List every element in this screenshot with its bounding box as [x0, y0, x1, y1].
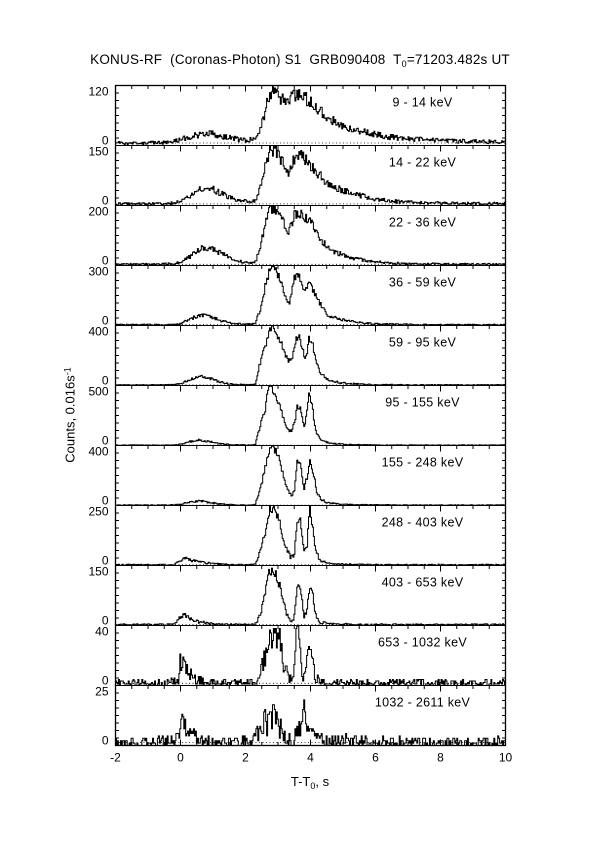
y-tick-label-zero: 0 — [101, 673, 109, 688]
x-tick-label: 8 — [437, 750, 444, 765]
y-tick-label-max: 400 — [88, 324, 109, 339]
y-axis-label-text: Counts, 0.016s — [62, 375, 78, 463]
panel-403-653keV — [88, 565, 505, 628]
energy-band-label: 403 - 653 keV — [381, 575, 464, 590]
x-tick-label: -2 — [110, 750, 121, 765]
energy-band-label: 14 - 22 keV — [388, 155, 457, 170]
energy-band-label: 1032 - 2611 keV — [374, 695, 471, 710]
x-axis-label-text: T-T — [290, 774, 311, 789]
panel-95-155keV — [88, 385, 505, 448]
panel-653-1032keV — [95, 625, 505, 688]
y-tick-label-max: 400 — [88, 444, 109, 459]
y-tick-label-zero: 0 — [101, 253, 109, 268]
y-tick-label-max: 40 — [95, 624, 109, 639]
x-tick-label: 0 — [177, 750, 184, 765]
energy-band-label: 36 - 59 keV — [388, 275, 457, 290]
x-axis-label-units: , s — [315, 774, 330, 789]
panel-248-403keV — [88, 505, 505, 568]
y-tick-label-max: 25 — [95, 684, 109, 699]
y-tick-label-zero: 0 — [101, 493, 109, 508]
panel-36-59keV — [88, 265, 505, 328]
panel-59-95keV — [88, 325, 505, 388]
y-tick-label-max: 250 — [88, 504, 109, 519]
x-tick-label: 10 — [498, 750, 513, 765]
energy-band-label: 155 - 248 keV — [381, 455, 464, 470]
y-axis-label-exponent: -1 — [62, 367, 73, 376]
figure-title-t0-subscript: 0 — [401, 59, 407, 69]
y-tick-label-max: 150 — [88, 564, 109, 579]
panel-14-22keV — [88, 145, 505, 208]
energy-band-label: 248 - 403 keV — [381, 515, 464, 530]
y-tick-label-max: 120 — [88, 84, 109, 99]
panel-22-36keV — [88, 205, 505, 268]
y-tick-label-zero: 0 — [101, 193, 109, 208]
y-tick-label-zero: 0 — [101, 433, 109, 448]
energy-band-label: 653 - 1032 keV — [378, 635, 467, 650]
y-tick-label-zero: 0 — [101, 373, 109, 388]
energy-band-label: 59 - 95 keV — [388, 335, 457, 350]
y-tick-label-max: 300 — [88, 264, 109, 279]
panel-1032-2611keV — [95, 685, 505, 748]
x-axis-label-t0-subscript: 0 — [310, 781, 316, 791]
panel-155-248keV — [88, 445, 505, 508]
energy-band-label: 95 - 155 keV — [385, 395, 460, 410]
energy-band-label: 9 - 14 keV — [392, 95, 453, 110]
y-tick-label-zero: 0 — [101, 733, 109, 748]
x-tick-label: 2 — [242, 750, 249, 765]
y-tick-label-max: 500 — [88, 384, 109, 399]
panel-9-14keV — [88, 85, 505, 148]
y-tick-label-max: 150 — [88, 144, 109, 159]
y-tick-label-zero: 0 — [101, 133, 109, 148]
y-tick-label-zero: 0 — [101, 553, 109, 568]
y-tick-label-zero: 0 — [101, 313, 109, 328]
figure-title-time: =71203.482s UT — [406, 52, 510, 67]
x-tick-label: 6 — [372, 750, 379, 765]
y-tick-label-zero: 0 — [101, 613, 109, 628]
plot-area — [88, 85, 512, 765]
x-tick-label: 4 — [307, 750, 314, 765]
energy-band-label: 22 - 36 keV — [388, 215, 457, 230]
figure-title-text: KONUS-RF (Coronas-Photon) S1 GRB090408 T — [90, 52, 402, 67]
y-tick-label-max: 200 — [88, 204, 109, 219]
